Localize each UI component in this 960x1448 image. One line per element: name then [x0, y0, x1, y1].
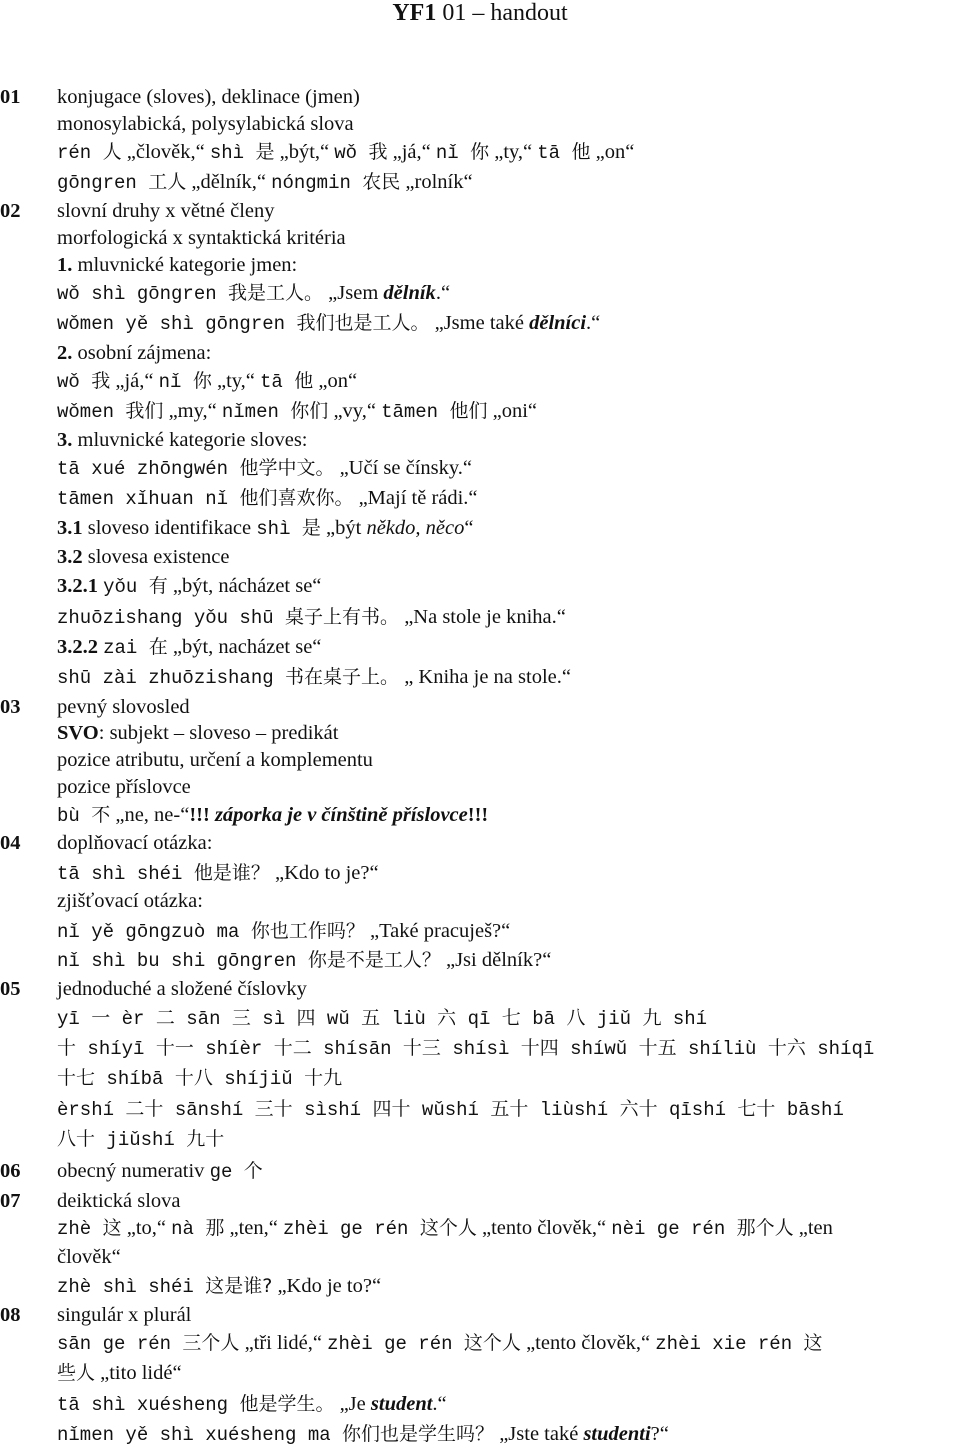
text-segment: : subjekt – sloveso – predikát: [98, 722, 339, 744]
chinese-text: 我们: [125, 400, 164, 422]
text-line: [57, 225, 346, 251]
text-segment: 3.: [57, 429, 73, 451]
text-segment: deiktická slova: [57, 1190, 181, 1212]
pinyin-text: tā xué zhōngwén: [57, 458, 240, 480]
chinese-text: 桌子上有书。: [285, 606, 400, 628]
text-segment: „Kdo je to?“: [272, 1275, 382, 1297]
chinese-text: 十六: [767, 1037, 806, 1059]
text-segment: doplňovací otázka:: [57, 832, 213, 854]
chinese-text: 二: [155, 1007, 175, 1029]
text-segment: „člověk,“: [121, 141, 210, 163]
pinyin-text: zhèi ge rén: [283, 1218, 420, 1240]
pinyin-text: zai: [103, 637, 149, 659]
chinese-text: 三: [231, 1007, 251, 1029]
pinyin-text: nèi ge rén: [611, 1218, 737, 1240]
text-segment: !!!: [189, 804, 215, 826]
text-segment: jednoduché a složené číslovky: [57, 978, 307, 1000]
chinese-text: 他是谁？: [193, 862, 270, 884]
text-segment: „Jsi dělník?“: [440, 949, 552, 971]
text-line: [57, 1360, 182, 1386]
text-segment: .“: [586, 312, 601, 334]
chinese-text: 在: [148, 636, 168, 658]
pinyin-text: liùshí: [528, 1099, 620, 1121]
text-segment: osobní zájmena:: [72, 342, 212, 364]
text-line: [57, 830, 212, 856]
text-line: [57, 280, 450, 307]
text-segment: singulár x plurál: [57, 1304, 192, 1326]
text-line: [57, 774, 191, 800]
chinese-text: 这个人: [419, 1217, 477, 1239]
text-segment: „být, nacházet se“: [167, 636, 322, 658]
pinyin-text: qī: [456, 1008, 502, 1030]
text-segment: „být: [320, 517, 367, 539]
pinyin-text: shísì: [440, 1038, 521, 1060]
pinyin-text: nà: [171, 1218, 206, 1240]
title-bold: YF1: [392, 0, 437, 26]
text-segment: !!!: [467, 804, 489, 826]
text-segment: “: [464, 517, 474, 539]
text-segment: slovní druhy x větné členy: [57, 200, 275, 222]
pinyin-text: wǔ: [315, 1008, 362, 1030]
pinyin-text: nǐmen yě shì xuésheng ma: [57, 1424, 343, 1446]
chinese-text: 是: [301, 517, 321, 539]
text-line: [57, 604, 566, 631]
pinyin-text: liù: [380, 1008, 438, 1030]
chinese-text: 九: [642, 1007, 662, 1029]
text-line: [57, 860, 379, 887]
pinyin-text: sānshí: [163, 1099, 255, 1121]
text-segment: „my,“: [163, 400, 222, 422]
text-segment: „tři lidé,“: [239, 1332, 328, 1354]
chinese-text: 五: [361, 1007, 381, 1029]
pinyin-text: tā shì xuésheng: [57, 1394, 240, 1416]
chinese-text: 四十: [372, 1098, 411, 1120]
text-segment: „ty,“: [489, 141, 538, 163]
chinese-text: 二十: [125, 1098, 164, 1120]
text-line: [57, 976, 307, 1002]
pinyin-text: yī: [57, 1008, 92, 1030]
text-line: [57, 888, 203, 914]
text-line: [57, 947, 551, 974]
pinyin-text: shíjiǔ: [212, 1068, 305, 1090]
chinese-text: 我: [368, 141, 388, 163]
pinyin-text: wǒmen yě shì gōngren: [57, 313, 297, 335]
text-segment: 3.1: [57, 517, 83, 539]
chinese-text: 个: [243, 1160, 263, 1182]
text-line: [57, 1244, 121, 1270]
text-line: [57, 747, 373, 773]
text-line: [57, 720, 338, 746]
text-segment: „tito lidé“: [95, 1362, 182, 1384]
text-line: [57, 427, 308, 453]
chinese-text: 八十: [57, 1128, 96, 1150]
text-line: [57, 1126, 224, 1153]
text-segment: „oni“: [487, 400, 538, 422]
chinese-text: 十二: [273, 1037, 312, 1059]
chinese-text: 他学中文。: [239, 457, 335, 479]
chinese-text: 有: [148, 575, 168, 597]
pinyin-text: tā: [260, 371, 295, 393]
pinyin-text: shíyī: [76, 1038, 156, 1060]
text-segment: SVO: [57, 722, 99, 744]
pinyin-text: yǒu: [103, 576, 149, 598]
text-segment: 2.: [57, 342, 73, 364]
text-segment: „být,“: [274, 141, 335, 163]
text-line: [57, 1096, 844, 1123]
section-number: 05: [0, 978, 21, 1000]
text-segment: „ten,“: [224, 1217, 284, 1239]
pinyin-text: shū zài zhuōzishang: [57, 667, 286, 689]
pinyin-text: shíliù: [676, 1038, 768, 1060]
text-segment: „Jsme také: [429, 312, 530, 334]
text-line: [57, 169, 473, 196]
text-segment: „tento člověk,“: [476, 1217, 612, 1239]
text-segment: 3.2: [57, 546, 83, 568]
text-line: [57, 515, 473, 542]
text-segment: „ty,“: [211, 370, 261, 392]
chinese-text: 这是谁?: [205, 1275, 273, 1297]
text-segment: někdo, něco: [366, 517, 465, 539]
chinese-text: 十: [57, 1037, 77, 1059]
chinese-text: 你们: [290, 400, 329, 422]
pinyin-text: nǐ shì bu shi gōngren: [57, 950, 308, 972]
text-line: [57, 340, 211, 366]
text-segment: mluvnické kategorie sloves:: [72, 429, 308, 451]
pinyin-text: jiǔshí: [95, 1129, 187, 1151]
chinese-text: 三十: [254, 1098, 293, 1120]
text-segment: „já,“: [387, 141, 436, 163]
text-segment: mluvnické kategorie jmen:: [72, 254, 298, 276]
chinese-text: 那: [205, 1217, 225, 1239]
text-segment: „on“: [590, 141, 635, 163]
text-segment: student: [370, 1393, 433, 1415]
section-number: 03: [0, 696, 21, 718]
chinese-text: 七: [501, 1007, 521, 1029]
chinese-text: 这个人: [463, 1332, 521, 1354]
pinyin-text: shíbā: [95, 1068, 175, 1090]
pinyin-text: èrshí: [57, 1099, 126, 1121]
text-segment: „Na stole je kniha.“: [399, 606, 566, 628]
text-line: [57, 198, 274, 224]
chinese-text: 十一: [155, 1037, 194, 1059]
text-segment: pozice atributu, určení a komplementu: [57, 749, 373, 771]
title-rest: 01 – handout: [436, 0, 568, 26]
pinyin-text: èr: [110, 1008, 156, 1030]
text-line: [57, 1421, 669, 1448]
text-line: [57, 84, 360, 110]
chinese-text: 十八: [174, 1067, 213, 1089]
chinese-text: 十四: [520, 1037, 559, 1059]
text-line: [57, 1391, 447, 1418]
chinese-text: 是: [255, 141, 275, 163]
chinese-text: 些人: [57, 1362, 96, 1384]
text-segment: sloveso identifikace: [82, 517, 257, 539]
pinyin-text: rén: [57, 142, 103, 164]
text-segment: 1.: [57, 254, 73, 276]
text-line: [57, 485, 478, 512]
chinese-text: 五十: [490, 1098, 529, 1120]
pinyin-text: shíwǔ: [558, 1038, 639, 1060]
text-segment: .“: [435, 282, 451, 304]
text-segment: „tento člověk,“: [520, 1332, 656, 1354]
text-segment: „Jsem: [323, 282, 384, 304]
pinyin-text: jiǔ: [585, 1008, 643, 1030]
pinyin-text: nǐ: [158, 371, 193, 393]
pinyin-text: wǒmen: [57, 401, 126, 423]
chinese-text: 十九: [304, 1067, 343, 1089]
pinyin-text: qīshí: [657, 1099, 738, 1121]
text-segment: obecný numerativ: [57, 1160, 210, 1182]
chinese-text: 我是工人。: [228, 282, 324, 304]
chinese-text: 十七: [57, 1067, 96, 1089]
pinyin-text: bāshí: [775, 1099, 844, 1121]
text-line: [57, 111, 354, 137]
pinyin-text: shíqī: [805, 1038, 875, 1060]
pinyin-text: nǐ: [435, 142, 471, 164]
text-line: [57, 802, 488, 829]
chinese-text: 八: [566, 1007, 586, 1029]
chinese-text: 你: [192, 370, 212, 392]
pinyin-text: shíèr: [193, 1038, 274, 1060]
section-number: 06: [0, 1160, 21, 1182]
text-segment: „ne, ne-“: [110, 804, 190, 826]
text-line: [57, 1330, 823, 1357]
pinyin-text: nǐmen: [221, 401, 291, 423]
chinese-text: 六十: [619, 1098, 658, 1120]
chinese-text: 那个人: [736, 1217, 794, 1239]
chinese-text: 你: [470, 141, 490, 163]
text-line: [57, 664, 571, 691]
text-line: [57, 310, 600, 337]
chinese-text: 他们喜欢你。: [239, 487, 354, 509]
pinyin-text: zhuōzishang yǒu shū: [57, 607, 286, 629]
page-title: [0, 0, 960, 26]
text-segment: „to,“: [121, 1217, 172, 1239]
text-line: [57, 1158, 263, 1185]
text-segment: „já,“: [110, 370, 159, 392]
text-segment: „Je: [334, 1393, 371, 1415]
chinese-text: 十三: [402, 1037, 441, 1059]
pinyin-text: shì: [209, 142, 256, 164]
pinyin-text: wǒ shì gōngren: [57, 283, 229, 305]
chinese-text: 这: [102, 1217, 122, 1239]
chinese-text: 你们也是学生吗？: [342, 1423, 495, 1445]
chinese-text: 人: [102, 141, 122, 163]
chinese-text: 六: [437, 1007, 457, 1029]
text-line: [57, 918, 510, 945]
pinyin-text: bā: [520, 1008, 567, 1030]
text-line: [57, 1302, 191, 1328]
pinyin-text: sìshí: [292, 1099, 373, 1121]
chinese-text: 十五: [638, 1037, 677, 1059]
pinyin-text: sān: [174, 1008, 232, 1030]
chinese-text: 农民: [362, 171, 401, 193]
text-segment: „ Kniha je na stole.“: [399, 666, 571, 688]
chinese-text: 他: [294, 370, 314, 392]
chinese-text: 你是不是工人？: [307, 949, 441, 971]
text-segment: slovesa existence: [82, 546, 230, 568]
pinyin-text: zhè: [57, 1218, 103, 1240]
chinese-text: 三个人: [182, 1332, 240, 1354]
text-segment: „on“: [313, 370, 358, 392]
chinese-text: 不: [91, 804, 111, 826]
section-number: 01: [0, 86, 21, 108]
text-segment: pozice příslovce: [57, 776, 191, 798]
text-segment: 3.2.1: [57, 575, 98, 597]
text-line: [57, 573, 321, 600]
text-line: [57, 1065, 342, 1092]
text-segment: „ten: [793, 1217, 833, 1239]
text-segment: „Jste také: [494, 1423, 584, 1445]
text-segment: dělníci: [529, 312, 587, 334]
text-segment: „Učí se čínsky.“: [334, 457, 473, 479]
text-segment: „vy,“: [328, 400, 382, 422]
pinyin-text: tā shì shéi: [57, 863, 194, 885]
pinyin-text: sān ge rén: [57, 1333, 183, 1355]
section-number: 07: [0, 1190, 21, 1212]
text-segment: pevný slovosled: [57, 696, 190, 718]
text-segment: „Mají tě rádi.“: [353, 487, 478, 509]
pinyin-text: sì: [250, 1008, 297, 1030]
text-line: [57, 455, 472, 482]
text-line: [57, 398, 537, 425]
text-segment: ?“: [650, 1423, 669, 1445]
pinyin-text: nóngmin: [271, 172, 363, 194]
text-segment: „dělník,“: [186, 171, 272, 193]
chinese-text: 我们也是工人。: [296, 312, 430, 334]
section-number: 04: [0, 832, 21, 854]
chinese-text: 你也工作吗？: [250, 920, 365, 942]
chinese-text: 工人: [148, 171, 187, 193]
text-line: [57, 1273, 381, 1300]
pinyin-text: gōngren: [57, 172, 149, 194]
chinese-text: 四: [296, 1007, 316, 1029]
text-segment: zjišťovací otázka:: [57, 890, 203, 912]
text-line: [57, 694, 190, 720]
pinyin-text: zhèi ge rén: [327, 1333, 464, 1355]
chinese-text: 这: [803, 1332, 823, 1354]
pinyin-text: zhèi xie rén: [655, 1333, 804, 1355]
text-line: [57, 544, 230, 570]
text-line: [57, 252, 297, 278]
text-segment: záporka je v čínštině příslovce: [214, 804, 468, 826]
chinese-text: 一: [91, 1007, 111, 1029]
pinyin-text: tāmen xǐhuan nǐ: [57, 488, 240, 510]
text-segment: dělník: [383, 282, 436, 304]
text-segment: „rolník“: [400, 171, 473, 193]
section-number: 08: [0, 1304, 21, 1326]
chinese-text: 我: [91, 370, 111, 392]
chinese-text: 他是学生。: [239, 1393, 335, 1415]
pinyin-text: shísān: [311, 1038, 403, 1060]
pinyin-text: bù: [57, 805, 92, 827]
text-segment: „Kdo to je?“: [269, 862, 379, 884]
text-line: [57, 368, 357, 395]
section-number: 02: [0, 200, 21, 222]
text-segment: „být, nácházet se“: [167, 575, 322, 597]
pinyin-text: nǐ yě gōngzuò ma: [57, 921, 251, 943]
text-line: [57, 139, 634, 166]
pinyin-text: wǒ: [57, 371, 92, 393]
pinyin-text: ge: [209, 1161, 244, 1183]
pinyin-text: wǔshí: [410, 1099, 491, 1121]
text-line: [57, 1215, 833, 1242]
chinese-text: 他: [571, 141, 591, 163]
pinyin-text: tāmen: [381, 401, 450, 423]
chinese-text: 书在桌子上。: [285, 666, 400, 688]
pinyin-text: wǒ: [334, 142, 369, 164]
text-segment: .“: [432, 1393, 447, 1415]
chinese-text: 他们: [449, 400, 488, 422]
text-segment: morfologická x syntaktická kritéria: [57, 227, 346, 249]
text-line: [57, 634, 321, 661]
text-segment: člověk“: [57, 1246, 121, 1268]
pinyin-text: zhè shì shéi: [57, 1276, 206, 1298]
chinese-text: 七十: [737, 1098, 776, 1120]
pinyin-text: shì: [256, 518, 302, 540]
text-line: [57, 1005, 707, 1032]
text-segment: monosylabická, polysylabická slova: [57, 113, 354, 135]
text-line: [57, 1035, 874, 1062]
pinyin-text: shí: [661, 1008, 708, 1030]
text-segment: konjugace (sloves), deklinace (jmen): [57, 86, 360, 108]
pinyin-text: tā: [537, 142, 572, 164]
text-line: [57, 1188, 181, 1214]
text-segment: studenti: [583, 1423, 651, 1445]
chinese-text: 九十: [186, 1128, 225, 1150]
text-segment: „Také pracuješ?“: [364, 920, 511, 942]
text-segment: 3.2.2: [57, 636, 98, 658]
